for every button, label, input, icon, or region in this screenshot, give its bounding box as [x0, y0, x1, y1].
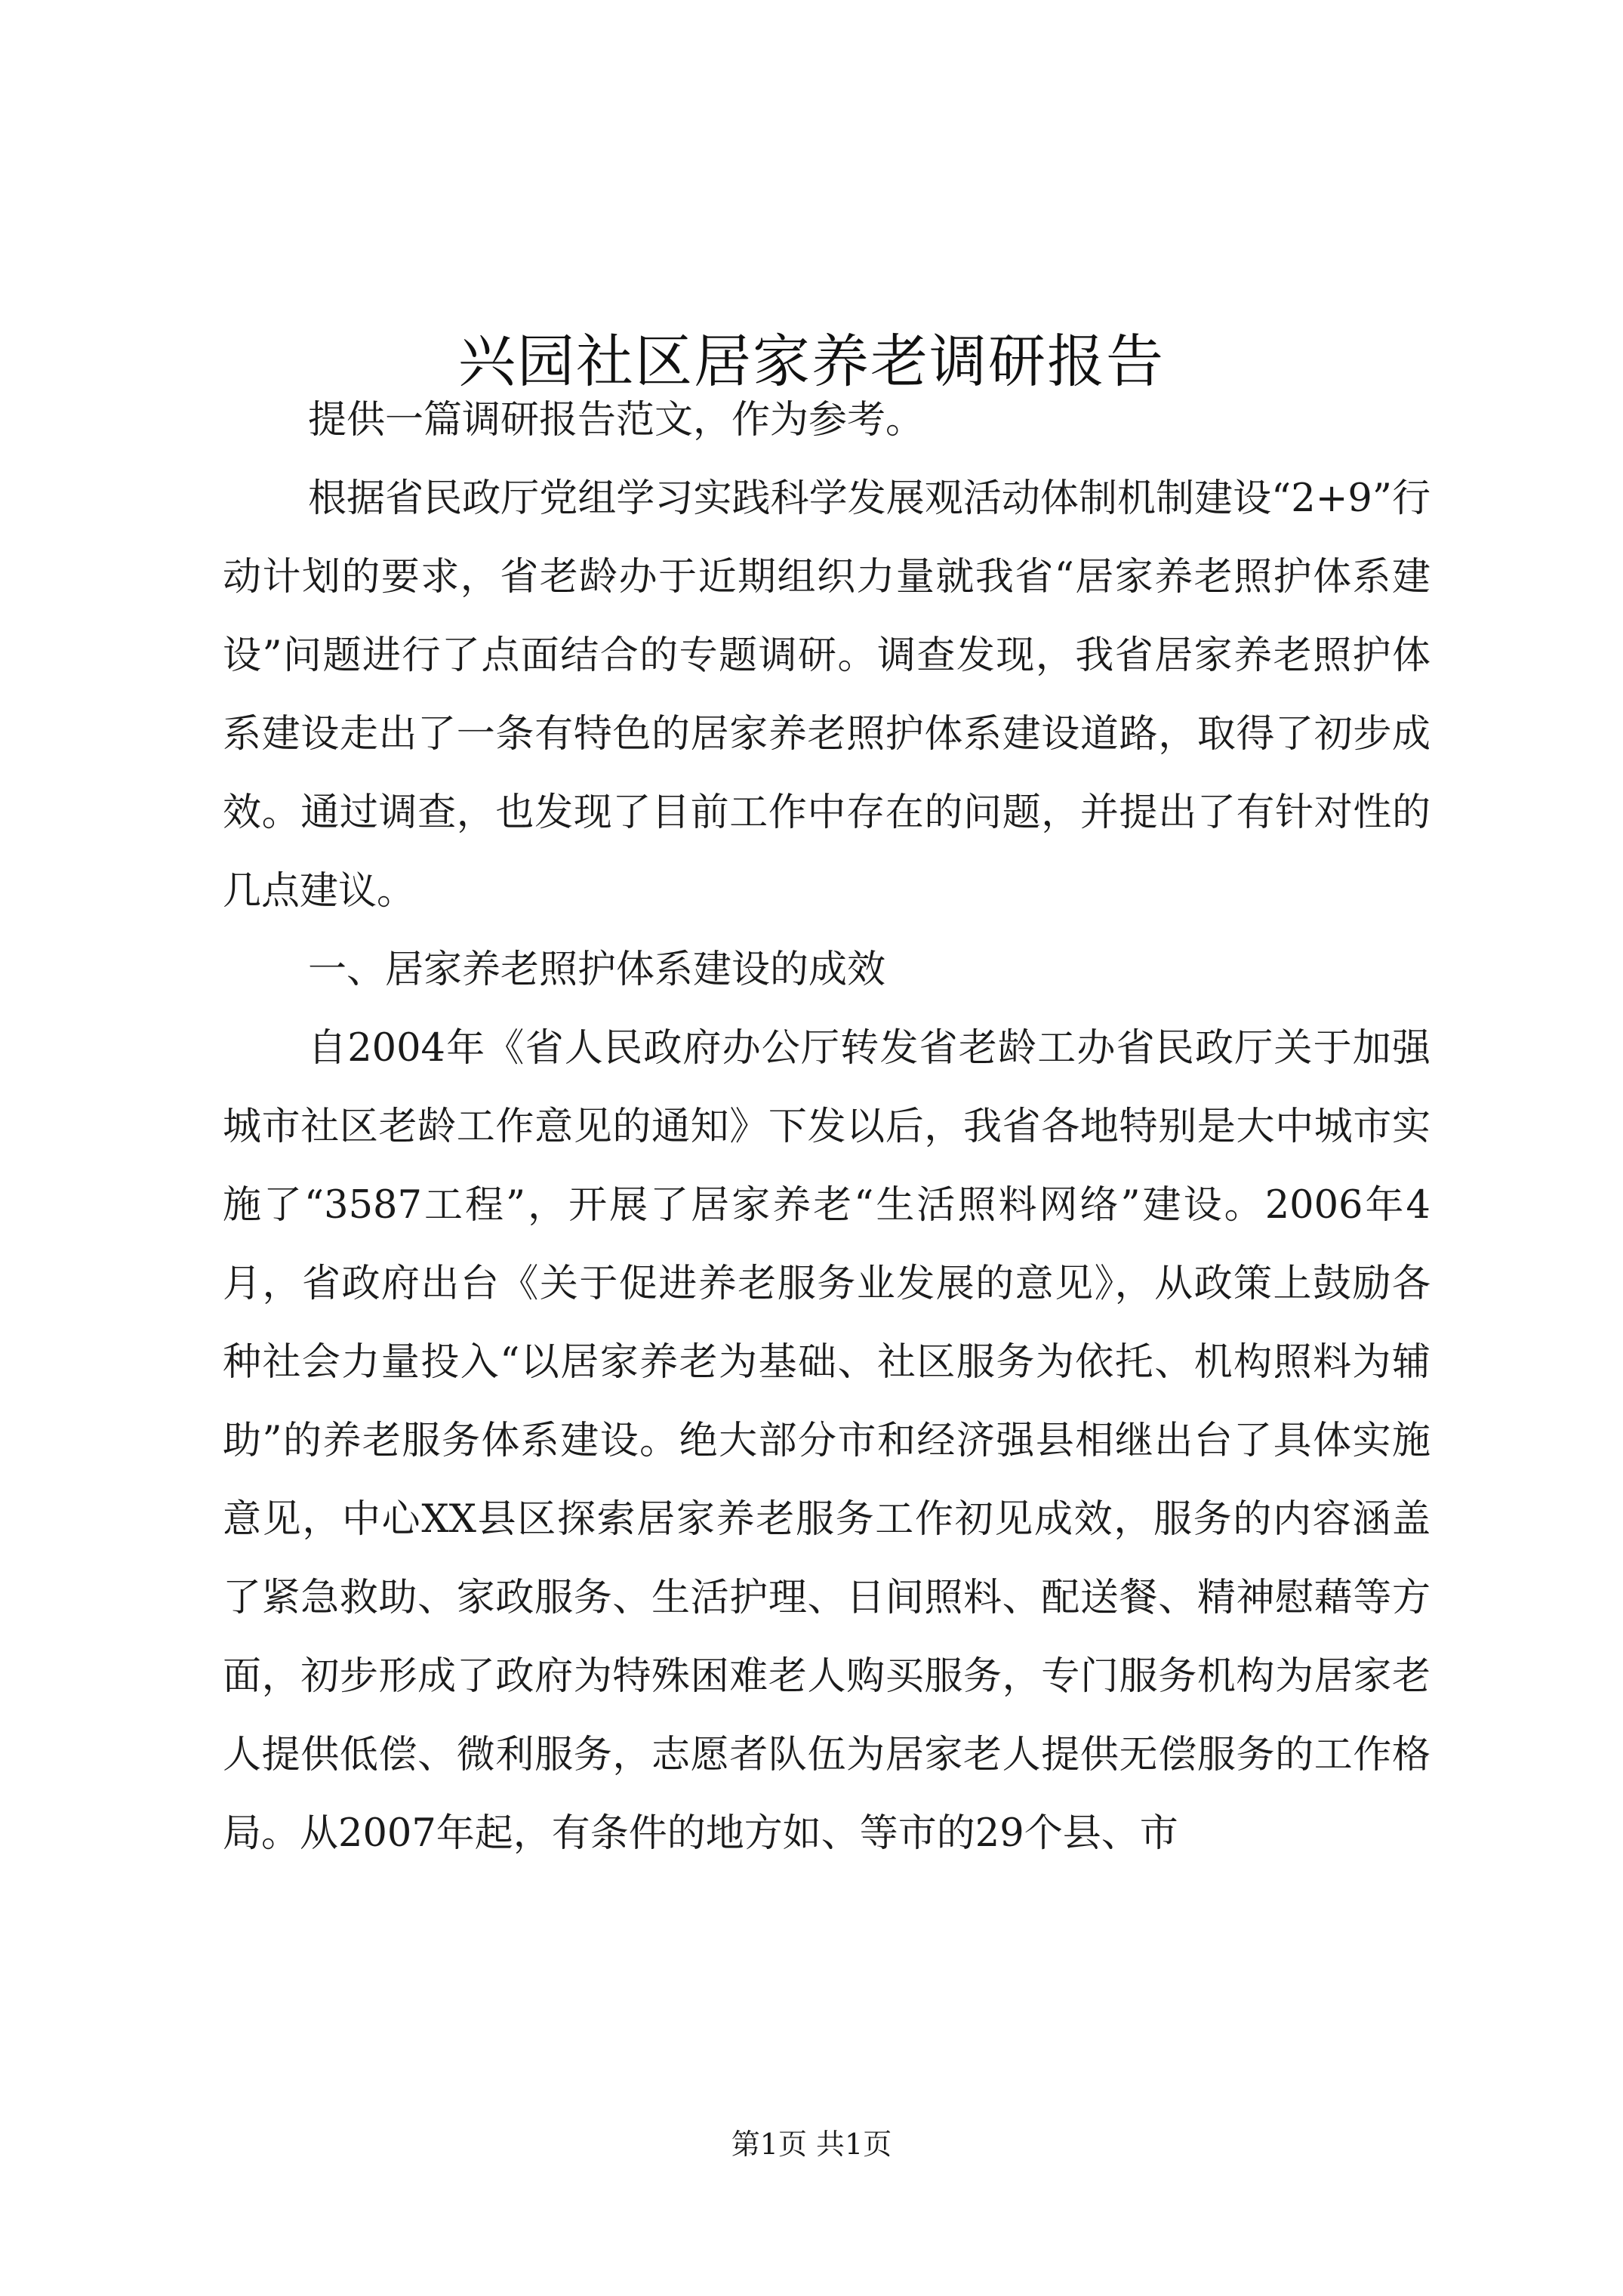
page-number-footer: 第1页 共1页	[731, 2128, 892, 2161]
section-heading: 一、居家养老照护体系建设的成效	[308, 948, 886, 992]
document-body	[223, 381, 1431, 1873]
document-title: 兴园社区居家养老调研报告	[458, 327, 1165, 395]
paragraph-intro: 提供一篇调研报告范文，作为参考。	[308, 398, 925, 442]
paragraph-background: 根据省民政厅党组学习实践科学发展观活动体制机制建设“2+9”行动计划的要求，省老龄办于近期组织力量就我省“居家养老照护体系建设”问题进行了点面结合的专题调研。调查发现，我省居家养老照护体系建设走出了一条有特色的居家养老照护体系建设道路，取得了初步成效。通过调查，也发现了目前工作中存在的问题，并提出了有针对性的几点建议。	[223, 476, 1431, 914]
paragraph-achievements: 自2004年《省人民政府办公厅转发省老龄工办省民政厅关于加强城市社区老龄工作意见的通知》下发以后，我省各地特别是大中城市实施了“3587工程”，开展了居家养老“生活照料网络”建设。2006年4月，省政府出台《关于促进养老服务业发展的意见》，从政策上鼓励各种社会力量投入“以居家养老为基础、社区服务为依托、机构照料为辅助”的养老服务体系建设。绝大部分市和经济强县相继出台了具体实施意见，中心XX县区探索居家养老服务工作初见成效，服务的内容涵盖了紧急救助、家政服务、生活护理、日间照料、配送餐、精神慰藉等方面，初步形成了政府为特殊困难老人购买服务，专门服务机构为居家老人提供低偿、微利服务，志愿者队伍为居家老人提供无偿服务的工作格局。从2007年起，有条件的地方如、等市的29个县、市	[223, 1026, 1431, 1856]
